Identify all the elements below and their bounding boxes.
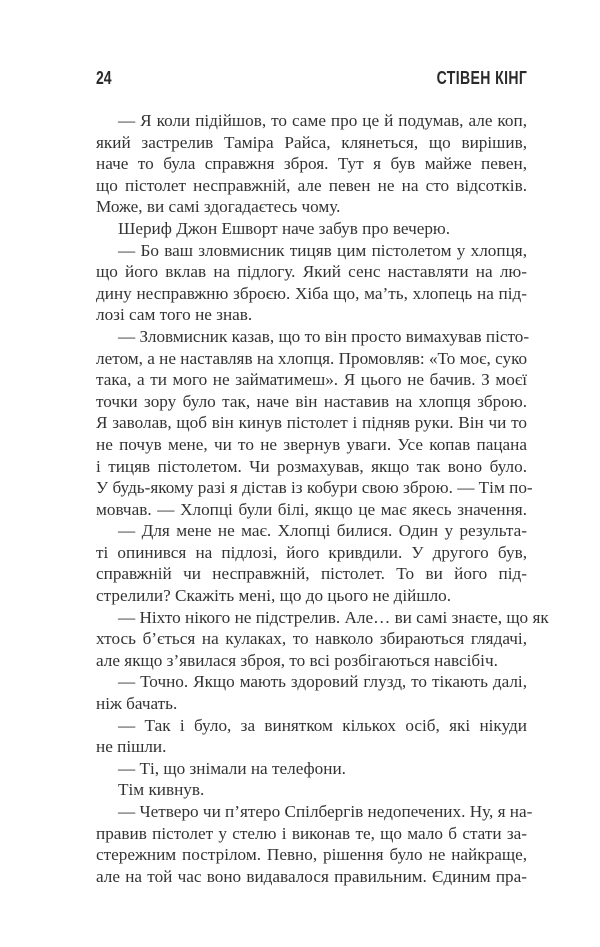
- text-line: наче то була справжня зброя. Тут я був майже певен,: [96, 154, 527, 174]
- text-line: не пішли.: [96, 737, 167, 757]
- text-line: летом, а не наставляв на хлопця. Промовляв: «То моє, суко: [96, 348, 528, 368]
- text-line: Тім кивнув.: [118, 780, 205, 800]
- text-line: що його вклав на підлогу. Який сенс наставляти на лю-: [96, 262, 527, 282]
- text-line: точки зору було так, наче він наставив на хлопця зброю.: [96, 391, 527, 411]
- text-line: У будь-якому разі я дістав із кобури свою зброю. — Тім по-: [96, 478, 533, 498]
- body-text: [96, 110, 549, 887]
- text-line: і тицяв пістолетом. Чи розмахував, якщо так воно було.: [96, 456, 527, 476]
- text-line: правив пістолет у стелю і виконав те, що мало б стати за-: [96, 823, 527, 843]
- text-line: що пістолет несправжній, але певен не на сто відсотків.: [96, 175, 527, 195]
- text-line: ті опинився на підлозі, його кривдили. У другого був,: [96, 542, 527, 562]
- text-line: хтось б’ється на кулаках, то навколо збираються глядачі,: [96, 629, 527, 649]
- running-header: [96, 68, 527, 90]
- text-line: Я заволав, щоб він кинув пістолет і підняв руки. Він чи то: [96, 413, 527, 433]
- text-line: — Для мене не має. Хлопці билися. Один у результа-: [118, 521, 527, 541]
- text-line: — Так і було, за винятком кількох осіб, які нікуди: [118, 715, 527, 735]
- page-number: 24: [96, 68, 112, 88]
- text-line: не почув мене, чи то не звернув уваги. Усе копав пацана: [96, 434, 527, 454]
- text-line: — Ніхто нікого не підстрелив. Але… ви самі знаєте, що як: [118, 607, 549, 627]
- text-line: — Точно. Якщо мають здоровий глузд, то тікають далі,: [118, 672, 527, 692]
- text-line: — Зловмисник казав, що то він просто вимахував пісто-: [118, 326, 530, 346]
- text-line: але на той час воно видавалося правильним. Єдиним пра-: [96, 866, 527, 886]
- running-header-author: СТІВЕН КІНГ: [436, 68, 527, 88]
- text-line: Шериф Джон Ешворт наче забув про вечерю.: [118, 218, 451, 238]
- text-line: — Четверо чи п’ятеро Спілбергів недопечених. Ну, я на-: [118, 802, 533, 821]
- text-line: лозі сам того не знав.: [96, 305, 253, 325]
- text-line: — Бо ваш зловмисник тицяв цим пістолетом у хлопця,: [118, 240, 527, 260]
- text-line: справжній чи несправжній, пістолет. То ви його під-: [96, 564, 527, 584]
- text-line: — Я коли підійшов, то саме про це й подумав, але коп,: [118, 111, 527, 130]
- text-line: — Ті, що знімали на телефони.: [118, 758, 346, 778]
- text-line: стрелили? Скажіть мені, що до цього не дійшло.: [96, 586, 452, 606]
- text-line: стережним пострілом. Певно, рішення було не найкраще,: [96, 845, 527, 865]
- text-line: дину несправжню зброєю. Хіба що, ма’ть, хлопець на під-: [96, 283, 527, 303]
- text-line: мовчав. — Хлопці були білі, якщо це має якесь значення.: [96, 499, 527, 519]
- text-line: ніж бачать.: [96, 694, 178, 714]
- text-line: Може, ви самі здогадаєтесь чому.: [96, 197, 341, 217]
- text-line: який застрелив Таміра Райса, клянеться, що вирішив,: [96, 132, 527, 152]
- text-line: але якщо з’явилася зброя, то всі розбігаються навсібіч.: [96, 650, 498, 670]
- text-line: така, а ти мого не займатимеш». Я цього не бачив. З моєї: [96, 370, 527, 390]
